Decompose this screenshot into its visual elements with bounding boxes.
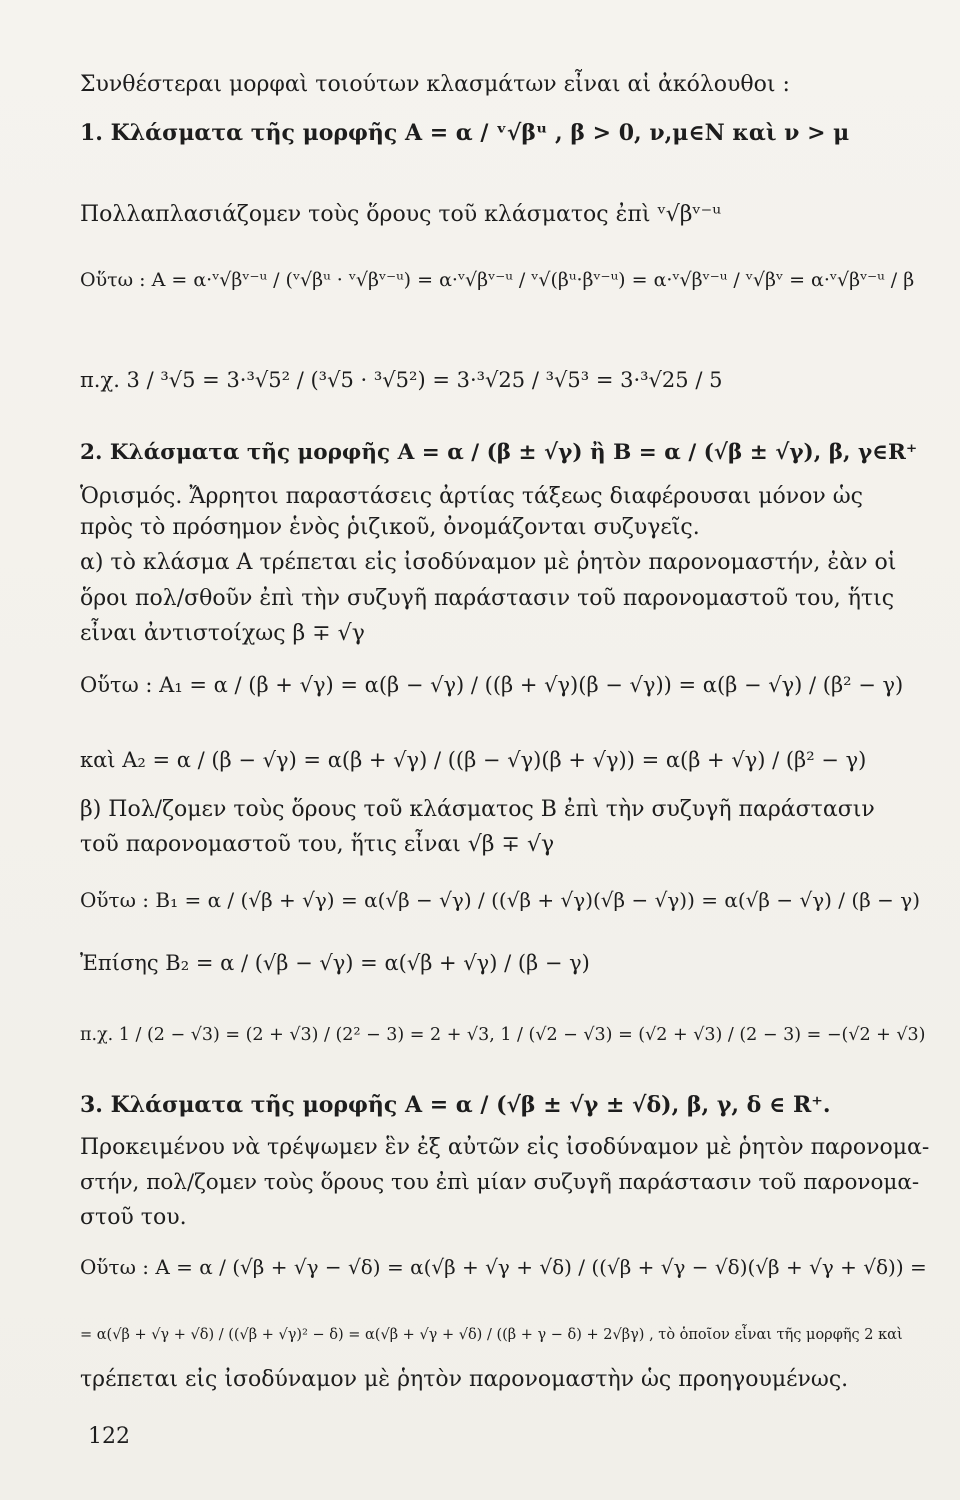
alpha-A2-formula: καὶ Α₂ = α / (β − √γ) = α(β + √γ) / ((β − √γ)(β + √γ)) = α(β + √γ) / (β² − γ) <box>80 748 867 772</box>
intro-line: Συνθέστεραι μορφαὶ τοιούτων κλασμάτων εἶναι αἱ ἀκόλουθοι : <box>80 72 790 97</box>
case3-title: 3. Κλάσματα τῆς μορφῆς Α = α / (√β ± √γ ± √δ), β, γ, δ ∈ R⁺. <box>80 1092 831 1118</box>
case2-title: 2. Κλάσματα τῆς μορφῆς Α = α / (β ± √γ) ἢ Β = α / (√β ± √γ), β, γ∈R⁺ <box>80 440 918 465</box>
case1-step: Πολλαπλασιάζομεν τοὺς ὅρους τοῦ κλάσματος ἐπὶ ᵛ√βᵛ⁻ᵘ <box>80 202 722 227</box>
alpha-A1-formula: Οὕτω : Α₁ = α / (β + √γ) = α(β − √γ) / ((β + √γ)(β − √γ)) = α(β − √γ) / (β² − γ) <box>80 673 904 697</box>
beta-B1-formula: Οὕτω : Β₁ = α / (√β + √γ) = α(√β − √γ) / ((√β + √γ)(√β − √γ)) = α(√β − √γ) / (β − γ) <box>80 888 920 912</box>
beta-B2-formula: Ἐπίσης Β₂ = α / (√β − √γ) = α(√β + √γ) / (β − γ) <box>80 951 590 975</box>
beta-line-1: β) Πολ/ζομεν τοὺς ὅρους τοῦ κλάσματος Β ἐπὶ τὴν συζυγῆ παράστασιν <box>80 797 875 822</box>
page-number: 122 <box>88 1424 130 1449</box>
case3-conclusion: τρέπεται εἰς ἰσοδύναμον μὲ ῥητὸν παρονομαστὴν ὡς προηγουμένως. <box>80 1367 849 1392</box>
case3-formula-1: Οὕτω : Α = α / (√β + √γ − √δ) = α(√β + √γ + √δ) / ((√β + √γ − √δ)(√β + √γ + √δ)) = <box>80 1255 927 1279</box>
beta-line-2: τοῦ παρονομαστοῦ του, ἥτις εἶναι √β ∓ √γ <box>80 832 555 857</box>
definition-line-1: Ὁρισμός. Ἄρρητοι παραστάσεις ἀρτίας τάξεως διαφέρουσαι μόνον ὡς <box>80 484 863 509</box>
alpha-line-2: ὅροι πολ/σθοῦν ἐπὶ τὴν συζυγῆ παράστασιν τοῦ παρονομαστοῦ του, ἥτις <box>80 586 895 611</box>
case2-example: π.χ. 1 / (2 − √3) = (2 + √3) / (2² − 3) = 2 + √3, 1 / (√2 − √3) = (√2 + √3) / (2 − 3) = −(√2 + √3) <box>80 1025 926 1045</box>
case1-title: 1. Κλάσματα τῆς μορφῆς Α = α / ᵛ√βᵘ , β > 0, ν,μ∈N καὶ ν > μ <box>80 120 850 146</box>
alpha-line-1: α) τὸ κλάσμα Α τρέπεται εἰς ἰσοδύναμον μὲ ῥητὸν παρονομαστήν, ἐὰν οἱ <box>80 550 897 575</box>
case3-text-1: Προκειμένου νὰ τρέψωμεν ἓν ἐξ αὐτῶν εἰς ἰσοδύναμον μὲ ῥητὸν παρονομα- <box>80 1135 930 1160</box>
case3-text-2: στήν, πολ/ζομεν τοὺς ὅρους του ἐπὶ μίαν συζυγῆ παράστασιν τοῦ παρονομα- <box>80 1170 920 1195</box>
alpha-line-3: εἶναι ἀντιστοίχως β ∓ √γ <box>80 621 365 646</box>
case3-formula-2: = α(√β + √γ + √δ) / ((√β + √γ)² − δ) = α(√β + √γ + √δ) / ((β + γ − δ) + 2√βγ) , τὸ ὁποῖον εἶναι τῆς μορφῆς 2 καὶ <box>80 1327 903 1343</box>
case1-formula: Οὕτω : Α = α·ᵛ√βᵛ⁻ᵘ / (ᵛ√βᵘ · ᵛ√βᵛ⁻ᵘ) = α·ᵛ√βᵛ⁻ᵘ / ᵛ√(βᵘ·βᵛ⁻ᵘ) = α·ᵛ√βᵛ⁻ᵘ / ᵛ√βᵛ = α·ᵛ√βᵛ⁻ᵘ / β <box>80 269 915 291</box>
definition-line-2: πρὸς τὸ πρόσημον ἑνὸς ῥιζικοῦ, ὀνομάζονται συζυγεῖς. <box>80 515 700 540</box>
case1-example: π.χ. 3 / ³√5 = 3·³√5² / (³√5 · ³√5²) = 3·³√25 / ³√5³ = 3·³√25 / 5 <box>80 368 723 392</box>
case3-text-3: στοῦ του. <box>80 1205 187 1230</box>
